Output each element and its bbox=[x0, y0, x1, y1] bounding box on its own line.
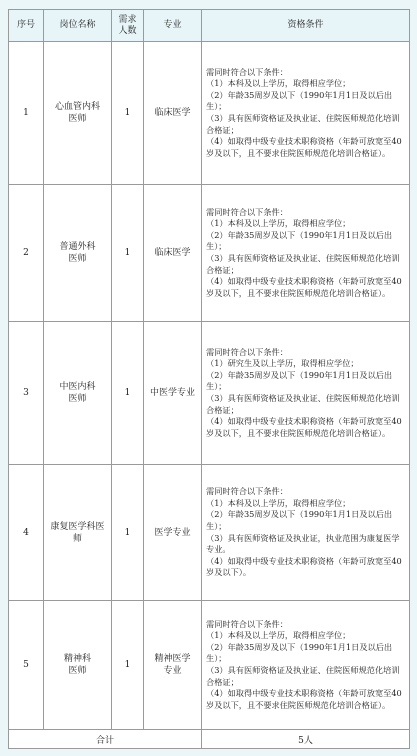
row-position: 普通外科医师 bbox=[44, 185, 112, 322]
qualification-line: 需同时符合以下条件： bbox=[206, 66, 288, 77]
row-major: 临床医学 bbox=[144, 185, 202, 322]
qualification-line: （1）本科及以上学历，取得相应学位； bbox=[206, 218, 351, 229]
qualification-line: （4）如取得中级专业技术职称资格（年龄可放宽至40岁及以下，且不要求住院医师规范化培训合格证）。 bbox=[206, 416, 402, 438]
row-position: 中医内科医师 bbox=[44, 322, 112, 465]
row-position: 精神科医师 bbox=[44, 601, 112, 730]
row-count: 1 bbox=[112, 322, 144, 465]
qualification-line: （2）年龄35周岁及以下（1990年1月1日及以后出生）； bbox=[206, 641, 393, 664]
qualification-line: （1）本科及以上学历，取得相应学位； bbox=[206, 78, 351, 89]
row-no: 2 bbox=[9, 185, 44, 322]
total-label: 合计 bbox=[9, 730, 202, 749]
qualification-line: （2）年龄35周岁及以下（1990年1月1日及以后出生）； bbox=[206, 89, 393, 112]
row-no: 3 bbox=[9, 322, 44, 465]
row-no: 4 bbox=[9, 465, 44, 601]
qualification-line: （1）研究生及以上学历，取得相应学位； bbox=[206, 358, 359, 369]
qualification-line: （3）具有医师资格证及执业证、住院医师规范化培训合格证； bbox=[206, 665, 400, 687]
row-qualification bbox=[202, 322, 410, 465]
qualification-line: （3）具有医师资格证及执业证、住院医师规范化培训合格证； bbox=[206, 113, 400, 135]
qualification-line: （2）年龄35周岁及以下（1990年1月1日及以后出生）； bbox=[206, 369, 393, 392]
total-row bbox=[9, 730, 410, 749]
recruitment-table bbox=[8, 9, 410, 749]
row-major: 医学专业 bbox=[144, 465, 202, 601]
row-count: 1 bbox=[112, 601, 144, 730]
qualification-line: 需同时符合以下条件： bbox=[206, 486, 288, 497]
qualification-line: （2）年龄35周岁及以下（1990年1月1日及以后出生）； bbox=[206, 509, 393, 531]
header-row bbox=[9, 10, 410, 42]
qualification-line: （4）如取得中级专业技术职称资格（年龄可放宽至40岁及以下，且不要求住院医师规范化培训合格证）。 bbox=[206, 688, 402, 710]
row-count: 1 bbox=[112, 42, 144, 185]
header-no: 序号 bbox=[9, 10, 44, 42]
table-row bbox=[9, 322, 410, 465]
header-major: 专业 bbox=[144, 10, 202, 42]
qualification-line: 需同时符合以下条件： bbox=[206, 618, 288, 629]
qualification-line: （4）如取得中级专业技术职称资格（年龄可放宽至40岁及以下）。 bbox=[206, 555, 402, 578]
row-position: 康复医学科医师 bbox=[44, 465, 112, 601]
qualification-line: （3）具有医师资格证及执业证，执业范围为康复医学专业。 bbox=[206, 532, 400, 555]
row-position: 心血管内科医师 bbox=[44, 42, 112, 185]
row-count: 1 bbox=[112, 185, 144, 322]
qualification-line: （3）具有医师资格证及执业证、住院医师规范化培训合格证； bbox=[206, 393, 400, 415]
header-position: 岗位名称 bbox=[44, 10, 112, 42]
row-major: 临床医学 bbox=[144, 42, 202, 185]
row-no: 1 bbox=[9, 42, 44, 185]
header-qualification: 资格条件 bbox=[202, 10, 410, 42]
qualification-line: （4）如取得中级专业技术职称资格（年龄可放宽至40岁及以下，且不要求住院医师规范化培训合格证）。 bbox=[206, 136, 402, 158]
row-qualification bbox=[202, 465, 410, 601]
qualification-line: （3）具有医师资格证及执业证、住院医师规范化培训合格证； bbox=[206, 253, 400, 275]
qualification-line: （1）本科及以上学历，取得相应学位； bbox=[206, 497, 351, 508]
row-major: 中医学专业 bbox=[144, 322, 202, 465]
qualification-line: （1）本科及以上学历，取得相应学位； bbox=[206, 630, 351, 641]
row-qualification bbox=[202, 185, 410, 322]
header-count: 需求人数 bbox=[112, 10, 144, 42]
row-qualification bbox=[202, 42, 410, 185]
qualification-line: 需同时符合以下条件： bbox=[206, 346, 288, 357]
row-qualification bbox=[202, 601, 410, 730]
qualification-line: 需同时符合以下条件： bbox=[206, 206, 288, 217]
table-row bbox=[9, 185, 410, 322]
row-major: 精神医学专业 bbox=[144, 601, 202, 730]
row-no: 5 bbox=[9, 601, 44, 730]
table-row bbox=[9, 465, 410, 601]
table-row bbox=[9, 42, 410, 185]
qualification-line: （2）年龄35周岁及以下（1990年1月1日及以后出生）； bbox=[206, 229, 393, 252]
row-count: 1 bbox=[112, 465, 144, 601]
qualification-line: （4）如取得中级专业技术职称资格（年龄可放宽至40岁及以下，且不要求住院医师规范化培训合格证）。 bbox=[206, 276, 402, 298]
total-value: 5人 bbox=[202, 730, 410, 749]
table-row bbox=[9, 601, 410, 730]
